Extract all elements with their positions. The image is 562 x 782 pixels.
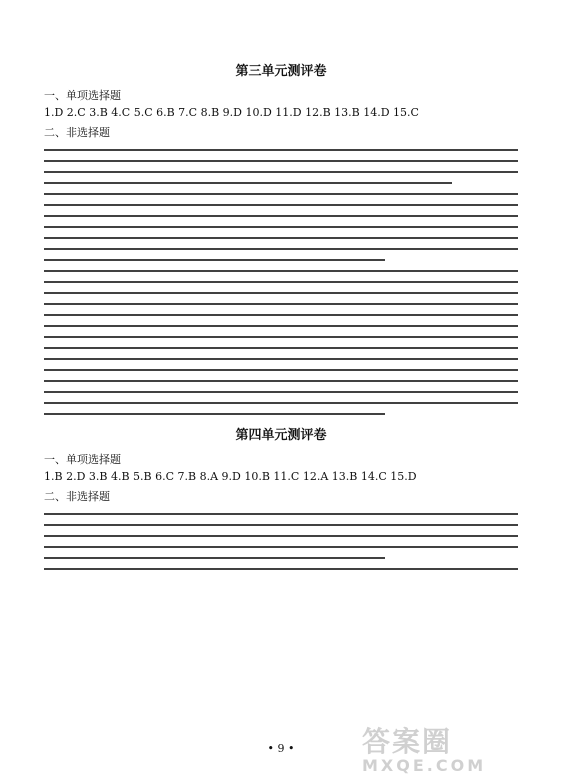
watermark-site: MXQE.COM — [362, 756, 487, 775]
unit3-mcq-answers: 1.D 2.C 3.B 4.C 5.C 6.B 7.C 8.B 9.D 10.D 11.D 12.B 13.B 14.D 15.C — [44, 106, 419, 119]
unit3-title: 第三单元测评卷 — [235, 64, 327, 79]
unit3-q16 — [44, 149, 518, 184]
unit4-section2-label: 二、非选择题 — [44, 490, 110, 503]
unit4-q17 — [44, 568, 518, 570]
unit4-q16 — [44, 513, 518, 559]
unit4-title: 第四单元测评卷 — [235, 428, 327, 443]
watermark-logo — [362, 725, 542, 775]
page-number: • 9 • — [267, 742, 295, 755]
unit3-section1-label: 一、单项选择题 — [44, 89, 121, 102]
unit3-section2-label: 二、非选择题 — [44, 126, 110, 139]
unit3-q18 — [44, 270, 518, 415]
unit4-section1-label: 一、单项选择题 — [44, 453, 121, 466]
unit3-q17 — [44, 193, 518, 261]
unit4-mcq-answers: 1.B 2.D 3.B 4.B 5.B 6.C 7.B 8.A 9.D 10.B 11.C 12.A 13.B 14.C 15.D — [44, 470, 417, 483]
watermark-title: 答案圈 — [362, 725, 453, 758]
